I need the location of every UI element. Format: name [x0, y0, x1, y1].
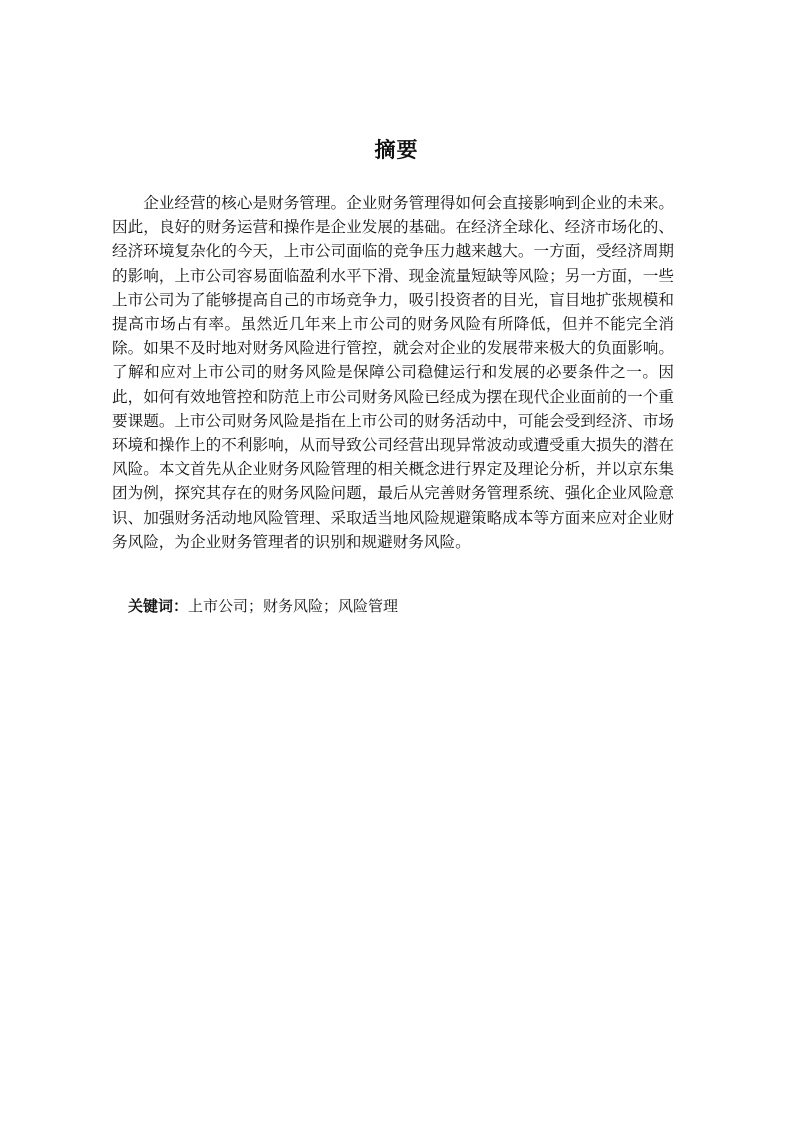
keywords-line [128, 595, 668, 617]
keywords-label: 关键词： [128, 597, 189, 615]
abstract-body: 企业经营的核心是财务管理。企业财务管理得如何会直接影响到企业的未来。因此，良好的财务运营和操作是企业发展的基础。在经济全球化、经济市场化的、经济环境复杂化的今天，上市公司面临的竞争压力越来越大。一方面，受经济周期的影响，上市公司容易面临盈利水平下滑、现金流量短缺等风险；另一方面，一些上市公司为了能够提高自己的市场竞争力，吸引投资者的目光，盲目地扩张规模和提高市场占有率。虽然近几年来上市公司的财务风险有所降低，但并不能完全消除。如果不及时地对财务风险进行管控，就会对企业的发展带来极大的负面影响。了解和应对上市公司的财务风险是保障公司稳健运行和发展的必要条件之一。因此，如何有效地管控和防范上市公司财务风险已经成为摆在现代企业面前的一个重要课题。上市公司财务风险是指在上市公司的财务活动中，可能会受到经济、市场环境和操作上的不利影响，从而导致公司经营出现异常波动或遭受重大损失的潜在风险。本文首先从企业财务风险管理的相关概念进行界定及理论分析，并以京东集团为例，探究其存在的财务风险问题，最后从完善财务管理系统、强化企业风险意识、加强财务活动地风险管理、采取适当地风险规避策略成本等方面来应对企业财务风险，为企业财务管理者的识别和规避财务风险。 [112, 194, 674, 551]
keywords-value: 上市公司；财务风险；风险管理 [188, 597, 399, 615]
abstract-title: 摘要 [374, 138, 419, 162]
